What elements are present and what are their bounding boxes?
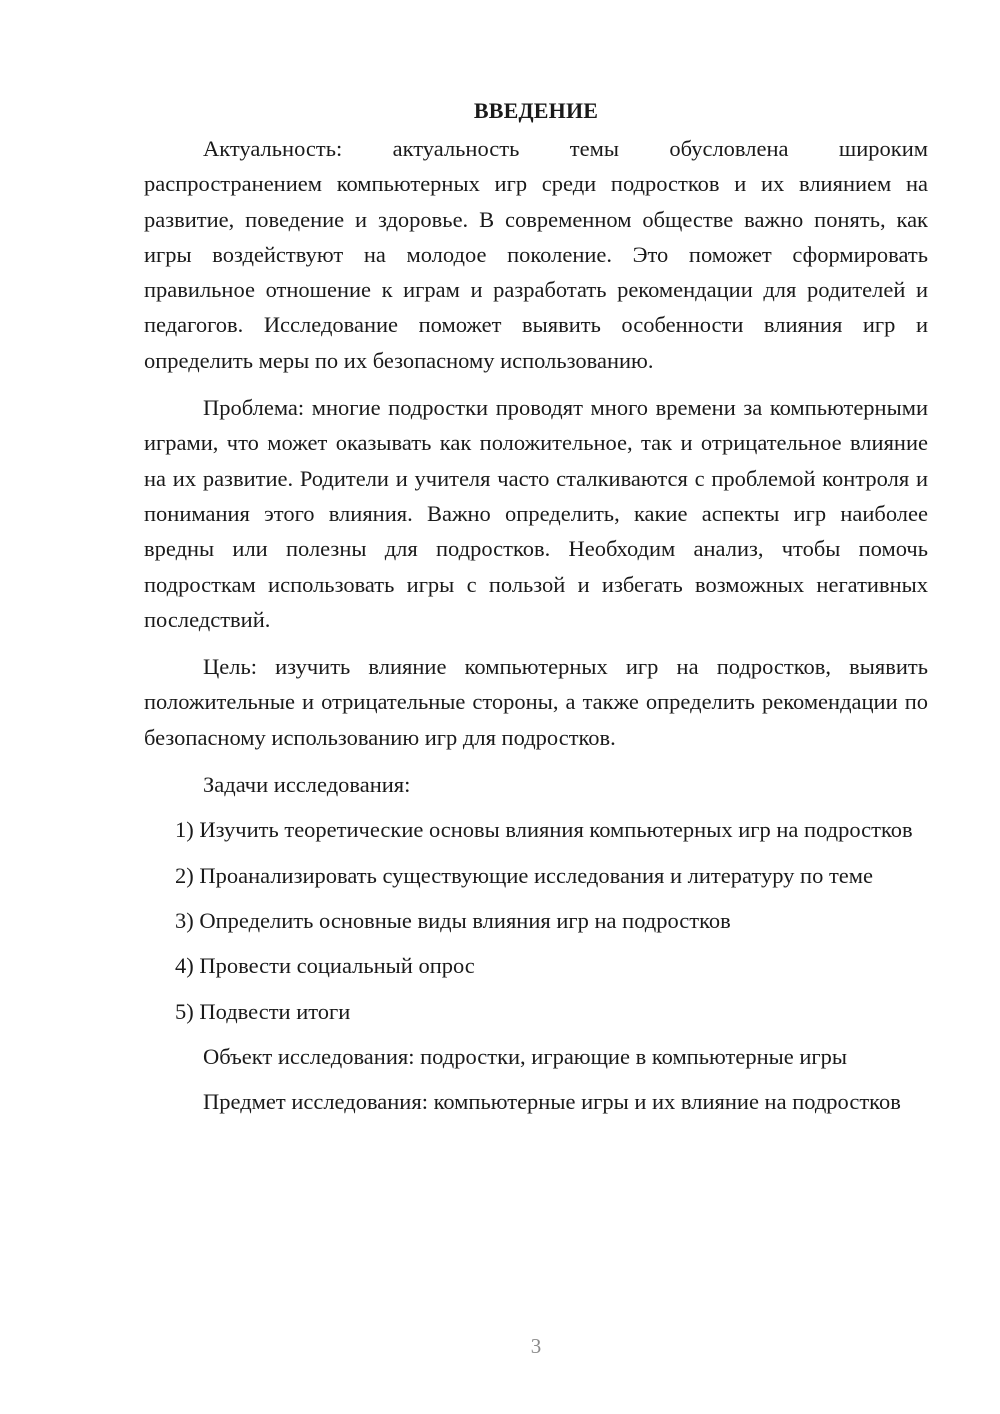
tasks-list — [144, 812, 928, 1028]
page-title: ВВЕДЕНИЕ — [473, 98, 599, 123]
page-content — [144, 96, 928, 1131]
relevance-paragraph: Актуальность: актуальность темы обусловлена широким распространением компьютерных игр среди подростков и их влиянием на развитие, поведение и здоровье. В современном обществе важно понять, как игры воздействуют на молодое поколение. Это поможет сформировать правильное отношение к играм и разработать рекомендации для родителей и педагогов. Исследование поможет выявить особенности влияния игр и определить меры по их безопасному использованию. — [144, 136, 928, 373]
task-item-2: 2) Проанализировать существующие исследования и литературу по теме — [175, 862, 873, 888]
task-item-5: 5) Подвести итоги — [175, 998, 351, 1024]
goal-paragraph: Цель: изучить влияние компьютерных игр на подростков, выявить положительные и отрицательные стороны, а также определить рекомендации по безопасному использованию игр для подростков. — [144, 654, 928, 750]
tasks-heading: Задачи исследования: — [203, 772, 411, 798]
problem-paragraph: Проблема: многие подростки проводят много времени за компьютерными играми, что может оказывать как положительное, так и отрицательное влияние на их развитие. Родители и учителя часто сталкиваются с проблемой контроля и понимания этого влияния. Важно определить, какие аспекты игр наиболее вредны или полезны для подростков. Необходим анализ, чтобы помочь подросткам использовать игры с пользой и избегать возможных негативных последствий. — [144, 395, 928, 632]
task-item-4: 4) Провести социальный опрос — [175, 953, 475, 979]
object-paragraph: Объект исследования: подростки, играющие в компьютерные игры — [203, 1043, 847, 1069]
task-item-3: 3) Определить основные виды влияния игр на подростков — [175, 907, 731, 933]
task-item-1: 1) Изучить теоретические основы влияния компьютерных игр на подростков — [175, 817, 913, 843]
page-number: 3 — [530, 1334, 542, 1358]
subject-paragraph: Предмет исследования: компьютерные игры и их влияние на подростков — [203, 1089, 901, 1115]
